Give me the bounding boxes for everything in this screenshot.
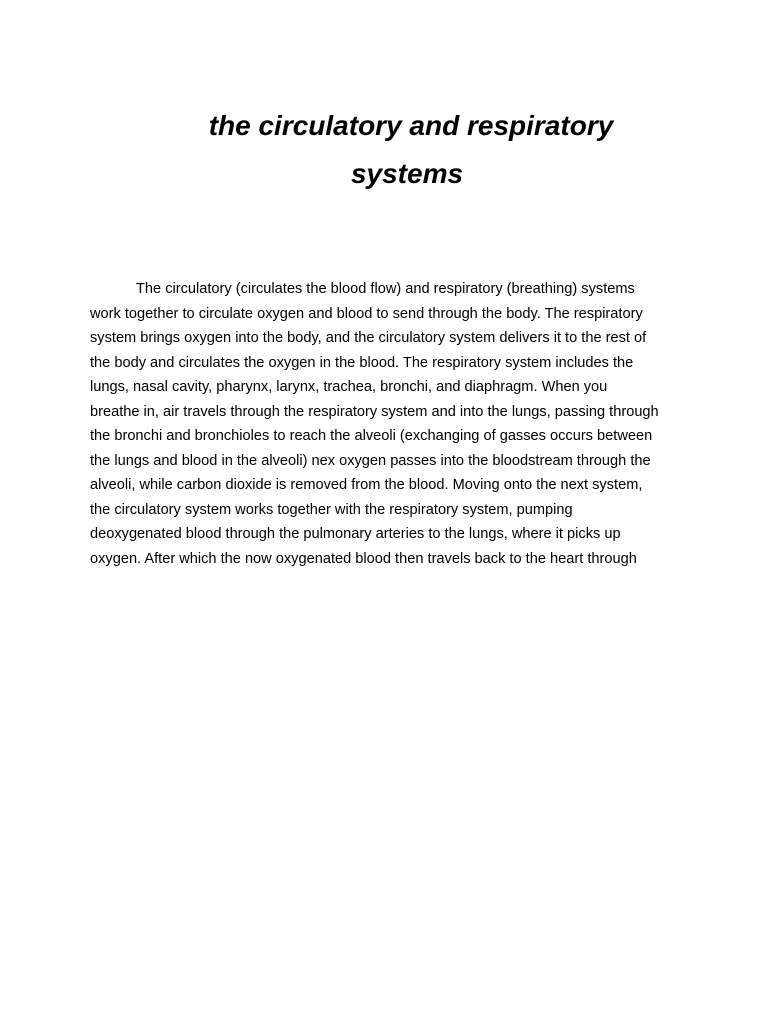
paragraph-line: the lungs and blood in the alveoli) nex oxygen passes into the bloodstream through the (90, 452, 651, 469)
paragraph-line: oxygen. After which the now oxygenated blood then travels back to the heart through (90, 550, 637, 567)
title-line: the circulatory and respiratory (208, 110, 614, 141)
paragraph-line: The circulatory (circulates the blood flow) and respiratory (breathing) systems (136, 281, 635, 297)
paragraph-line: the body and circulates the oxygen in the blood. The respiratory system includes the (90, 354, 634, 371)
paragraph-line: the bronchi and bronchioles to reach the alveoli (exchanging of gasses occurs between (90, 428, 653, 444)
paragraph-line: breathe in, air travels through the respiratory system and into the lungs, passing through (90, 403, 659, 420)
paragraph-line: lungs, nasal cavity, pharynx, larynx, trachea, bronchi, and diaphragm. When you (90, 379, 608, 395)
body-paragraph (90, 277, 680, 571)
paragraph-line: work together to circulate oxygen and blood to send through the body. The respiratory (90, 305, 643, 322)
paragraph-line: alveoli, while carbon dioxide is removed from the blood. Moving onto the next system, (90, 477, 643, 493)
paragraph-line: the circulatory system works together with the respiratory system, pumping (90, 501, 573, 518)
paragraph-line: system brings oxygen into the body, and the circulatory system delivers it to the rest of (90, 330, 647, 346)
title-line: systems (350, 158, 464, 189)
document-title (90, 102, 724, 198)
paragraph-line: deoxygenated blood through the pulmonary arteries to the lungs, where it picks up (90, 526, 621, 542)
